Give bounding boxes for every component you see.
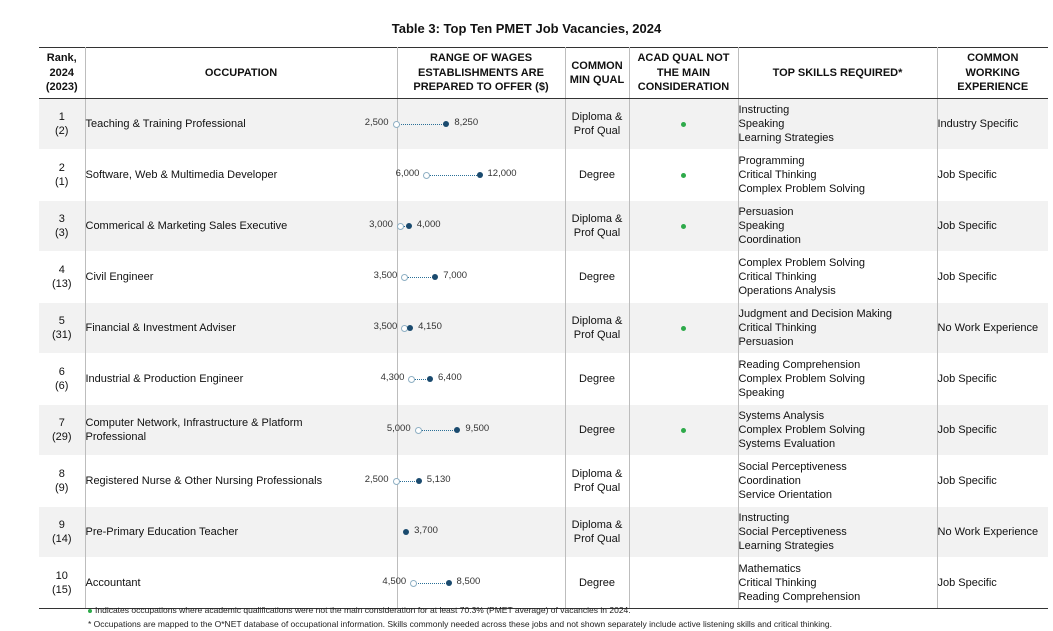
wage-range-cell [386, 405, 565, 456]
header-occupation: OCCUPATION [85, 48, 397, 99]
experience-cell: Job Specific [937, 150, 1048, 201]
wage-low-marker [393, 121, 400, 128]
skill-item: Learning Strategies [738, 132, 834, 144]
footnote-onet: * Occupations are mapped to the O*NET database of occupational information. Skills commonly needed across these jobs and not shown separately include active listening skills and critical thinking. [88, 619, 832, 629]
top-skills-cell [738, 405, 937, 456]
wage-low-marker [423, 172, 430, 179]
wage-range-cell [373, 252, 565, 303]
table-title: Table 3: Top Ten PMET Job Vacancies, 2024 [391, 21, 662, 36]
experience-cell: No Work Experience [937, 507, 1048, 558]
min-qual-cell [565, 405, 629, 456]
table-row [39, 99, 1048, 150]
acad-qual-cell [629, 507, 738, 558]
skill-item: Complex Problem Solving [738, 373, 866, 385]
occupation-cell [85, 252, 397, 303]
rank-2024: 1 [58, 111, 65, 123]
min-qual-cell [565, 354, 629, 405]
wage-range-plot [382, 558, 565, 608]
rank-2023: (9) [55, 482, 69, 494]
top-skills-cell [738, 201, 937, 252]
acad-qual-cell [629, 558, 738, 609]
occupation-text: Pre-Primary Education Teacher [85, 526, 239, 538]
wage-low-label: 3,500 [373, 270, 398, 281]
experience-cell: Job Specific [937, 558, 1048, 609]
top-skills-cell [738, 354, 937, 405]
wage-low-marker [401, 274, 408, 281]
wage-high-marker [427, 376, 433, 382]
header-rank: Rank, 2024 (2023) [39, 48, 85, 99]
acad-qual-cell [629, 303, 738, 354]
skill-item: Critical Thinking [738, 577, 817, 589]
wage-low-label: 4,300 [380, 372, 405, 383]
wage-range-plot [395, 150, 565, 200]
min-qual-text: Degree [578, 373, 616, 385]
experience-cell: Job Specific [937, 201, 1048, 252]
min-qual-cell [565, 456, 629, 507]
wage-range-cell [397, 150, 565, 201]
rank-2023: (13) [51, 278, 72, 290]
rank-2024: 6 [58, 366, 65, 378]
skill-item: Reading Comprehension [738, 359, 861, 371]
occupation-text: Professional [85, 431, 147, 443]
rank-2023: (3) [55, 227, 69, 239]
table-row [39, 558, 1048, 609]
occupation-text: Commerical & Marketing Sales Executive [85, 220, 288, 232]
wage-low-marker [408, 376, 415, 383]
header-acad-qual: ACAD QUAL NOT THE MAIN CONSIDERATION [629, 48, 738, 99]
skill-item: Coordination [738, 234, 801, 246]
wage-range-plot [373, 252, 565, 302]
table-row [39, 456, 1048, 507]
skill-item: Reading Comprehension [738, 591, 861, 603]
wage-low-label: 4,500 [382, 576, 407, 587]
occupation-text: Registered Nurse & Other Nursing Professionals [85, 475, 323, 487]
table-row [39, 150, 1048, 201]
occupation-text: Industrial & Production Engineer [85, 373, 244, 385]
wage-high-label: 12,000 [487, 168, 517, 179]
skill-item: Critical Thinking [738, 322, 817, 334]
wage-high-marker [477, 172, 483, 178]
min-qual-text: Prof Qual [573, 125, 621, 137]
top-skills-cell [738, 150, 937, 201]
wage-range-cell [397, 507, 565, 558]
table-body [39, 99, 1048, 609]
wage-high-marker [407, 325, 413, 331]
min-qual-text: Prof Qual [573, 329, 621, 341]
header-min-qual: COMMON MIN QUAL [565, 48, 629, 99]
wage-range-cell [373, 303, 565, 354]
wage-high-label: 8,250 [454, 117, 479, 128]
wage-range-cell [364, 99, 565, 150]
skill-item: Judgment and Decision Making [738, 308, 892, 320]
skill-item: Critical Thinking [738, 169, 817, 181]
top-skills-cell [738, 303, 937, 354]
rank-2023: (1) [55, 176, 69, 188]
wage-low-label: 3,000 [369, 219, 393, 230]
wage-low-label: 2,500 [364, 474, 389, 485]
green-dot-icon [681, 428, 686, 433]
table-row [39, 303, 1048, 354]
min-qual-text: Diploma & [571, 315, 623, 327]
wage-range-cell [380, 354, 565, 405]
header-top-skills: TOP SKILLS REQUIRED* [738, 48, 937, 99]
rank-cell [39, 558, 85, 609]
top-skills-cell [738, 252, 937, 303]
skill-item: Speaking [738, 118, 785, 130]
skill-item: Systems Analysis [738, 410, 825, 422]
min-qual-cell [565, 558, 629, 609]
wage-range-cell [364, 456, 565, 507]
green-dot-icon [681, 173, 686, 178]
skill-item: Persuasion [738, 206, 794, 218]
acad-qual-cell [629, 456, 738, 507]
rank-2024: 10 [55, 570, 68, 582]
skill-item: Complex Problem Solving [738, 257, 866, 269]
rank-2024: 5 [58, 315, 65, 327]
min-qual-text: Degree [578, 271, 616, 283]
min-qual-text: Diploma & [571, 111, 623, 123]
wage-low-marker [397, 223, 404, 230]
skill-item: Social Perceptiveness [738, 461, 847, 473]
skill-item: Complex Problem Solving [738, 183, 866, 195]
min-qual-text: Prof Qual [573, 482, 621, 494]
min-qual-text: Degree [578, 424, 616, 436]
experience-cell: Industry Specific [937, 99, 1048, 150]
rank-2023: (29) [51, 431, 72, 443]
wage-low-marker [393, 478, 400, 485]
wage-low-marker [410, 580, 417, 587]
occupation-cell [85, 558, 397, 609]
rank-cell [39, 252, 85, 303]
wage-range-plot [369, 201, 565, 251]
rank-2024: 3 [58, 213, 65, 225]
min-qual-text: Degree [578, 577, 616, 589]
wage-high-label: 8,500 [456, 576, 481, 587]
table-row [39, 354, 1048, 405]
top-skills-cell [738, 456, 937, 507]
acad-qual-cell [629, 354, 738, 405]
experience-cell: Job Specific [937, 456, 1048, 507]
wage-high-marker [454, 427, 460, 433]
min-qual-cell [565, 507, 629, 558]
min-qual-text: Diploma & [571, 519, 623, 531]
acad-qual-cell [629, 201, 738, 252]
wage-high-label: 3,700 [414, 525, 438, 536]
min-qual-cell [565, 99, 629, 150]
rank-cell [39, 303, 85, 354]
skill-item: Persuasion [738, 336, 794, 348]
occupation-text: Computer Network, Infrastructure & Platform [85, 417, 303, 429]
acad-qual-cell [629, 99, 738, 150]
wage-range-line [407, 277, 435, 278]
min-qual-text: Degree [578, 169, 616, 181]
wage-high-label: 6,400 [437, 372, 462, 383]
wage-range-line [429, 175, 479, 176]
wage-low-label: 6,000 [395, 168, 420, 179]
occupation-cell [85, 303, 397, 354]
skill-item: Learning Strategies [738, 540, 834, 552]
header-row [39, 48, 1048, 99]
skill-item: Instructing [738, 104, 790, 116]
wage-range-plot [398, 507, 565, 557]
wage-high-label: 4,000 [416, 219, 441, 230]
wage-high-label: 4,150 [418, 321, 442, 332]
green-dot-icon [681, 224, 686, 229]
min-qual-text: Diploma & [571, 213, 623, 225]
min-qual-cell [565, 201, 629, 252]
occupation-cell [85, 150, 397, 201]
skill-item: Operations Analysis [738, 285, 836, 297]
rank-cell [39, 150, 85, 201]
skill-item: Service Orientation [738, 489, 833, 501]
top-skills-cell [738, 507, 937, 558]
occupation-text: Software, Web & Multimedia Developer [85, 169, 278, 181]
rank-2023: (6) [55, 380, 69, 392]
green-dot-icon [681, 326, 686, 331]
footnote-acad: Indicates occupations where academic qualifications were not the main consideration for at least 70.3% (PMET average) of vacancies in 2024. [88, 603, 832, 617]
rank-cell [39, 201, 85, 252]
green-dot-icon [681, 122, 686, 127]
experience-cell: Job Specific [937, 354, 1048, 405]
rank-cell [39, 456, 85, 507]
skill-item: Mathematics [738, 563, 801, 575]
rank-2023: (2) [55, 125, 69, 137]
table-row [39, 507, 1048, 558]
min-qual-text: Prof Qual [573, 227, 621, 239]
top-skills-cell [738, 558, 937, 609]
rank-2023: (31) [51, 329, 72, 341]
experience-cell: Job Specific [937, 252, 1048, 303]
rank-2024: 2 [58, 162, 65, 174]
min-qual-cell [565, 303, 629, 354]
occupation-text: Teaching & Training Professional [85, 118, 246, 130]
occupation-cell [85, 201, 397, 252]
table-row [39, 201, 1048, 252]
pmet-vacancies-table [39, 47, 1048, 609]
wage-range-plot [373, 303, 565, 353]
wage-range-plot [364, 456, 565, 506]
skill-item: Complex Problem Solving [738, 424, 866, 436]
occupation-text: Financial & Investment Adviser [85, 322, 236, 334]
wage-low-label: 5,000 [386, 423, 411, 434]
wage-range-cell [369, 201, 565, 252]
skill-item: Speaking [738, 220, 785, 232]
wage-high-label: 5,130 [426, 474, 451, 485]
wage-high-marker [446, 580, 452, 586]
min-qual-cell [565, 252, 629, 303]
top-skills-cell [738, 99, 937, 150]
rank-2024: 4 [58, 264, 65, 276]
footnotes [88, 603, 832, 631]
wage-range-plot [380, 354, 565, 404]
occupation-cell [85, 507, 397, 558]
wage-range-plot [386, 405, 565, 455]
rank-2024: 9 [58, 519, 65, 531]
rank-2024: 8 [58, 468, 65, 480]
occupation-text: Civil Engineer [85, 271, 154, 283]
min-qual-text: Diploma & [571, 468, 623, 480]
acad-qual-cell [629, 252, 738, 303]
wage-range-line [399, 124, 447, 125]
header-experience: COMMON WORKING EXPERIENCE [937, 48, 1048, 99]
wage-range-plot [364, 99, 565, 149]
occupation-cell [85, 354, 397, 405]
wage-high-marker [416, 478, 422, 484]
wage-range-cell [382, 558, 565, 609]
skill-item: Instructing [738, 512, 790, 524]
skill-item: Social Perceptiveness [738, 526, 847, 538]
wage-high-label: 7,000 [443, 270, 468, 281]
wage-range-line [421, 430, 458, 431]
skill-item: Critical Thinking [738, 271, 817, 283]
table-row [39, 252, 1048, 303]
acad-qual-cell [629, 150, 738, 201]
experience-cell: No Work Experience [937, 303, 1048, 354]
table-row [39, 405, 1048, 456]
rank-2023: (15) [51, 584, 72, 596]
wage-range-line [416, 583, 448, 584]
rank-cell [39, 405, 85, 456]
green-dot-icon [88, 609, 92, 613]
experience-cell: Job Specific [937, 405, 1048, 456]
wage-low-label: 3,500 [373, 321, 398, 332]
rank-cell [39, 354, 85, 405]
wage-high-marker [443, 121, 449, 127]
rank-2024: 7 [58, 417, 65, 429]
skill-item: Speaking [738, 387, 785, 399]
wage-high-label: 9,500 [465, 423, 490, 434]
skill-item: Programming [738, 155, 805, 167]
min-qual-text: Prof Qual [573, 533, 621, 545]
wage-low-marker [415, 427, 422, 434]
min-qual-cell [565, 150, 629, 201]
rank-cell [39, 507, 85, 558]
skill-item: Systems Evaluation [738, 438, 836, 450]
rank-cell [39, 99, 85, 150]
skill-item: Coordination [738, 475, 801, 487]
wage-low-label: 2,500 [364, 117, 389, 128]
rank-2023: (14) [51, 533, 72, 545]
wage-high-marker [432, 274, 438, 280]
wage-high-marker [406, 223, 412, 229]
occupation-text: Accountant [85, 577, 141, 589]
acad-qual-cell [629, 405, 738, 456]
wage-high-marker [403, 529, 409, 535]
occupation-cell [85, 405, 397, 456]
header-wages: RANGE OF WAGES ESTABLISHMENTS ARE PREPARED TO OFFER ($) [397, 48, 565, 99]
